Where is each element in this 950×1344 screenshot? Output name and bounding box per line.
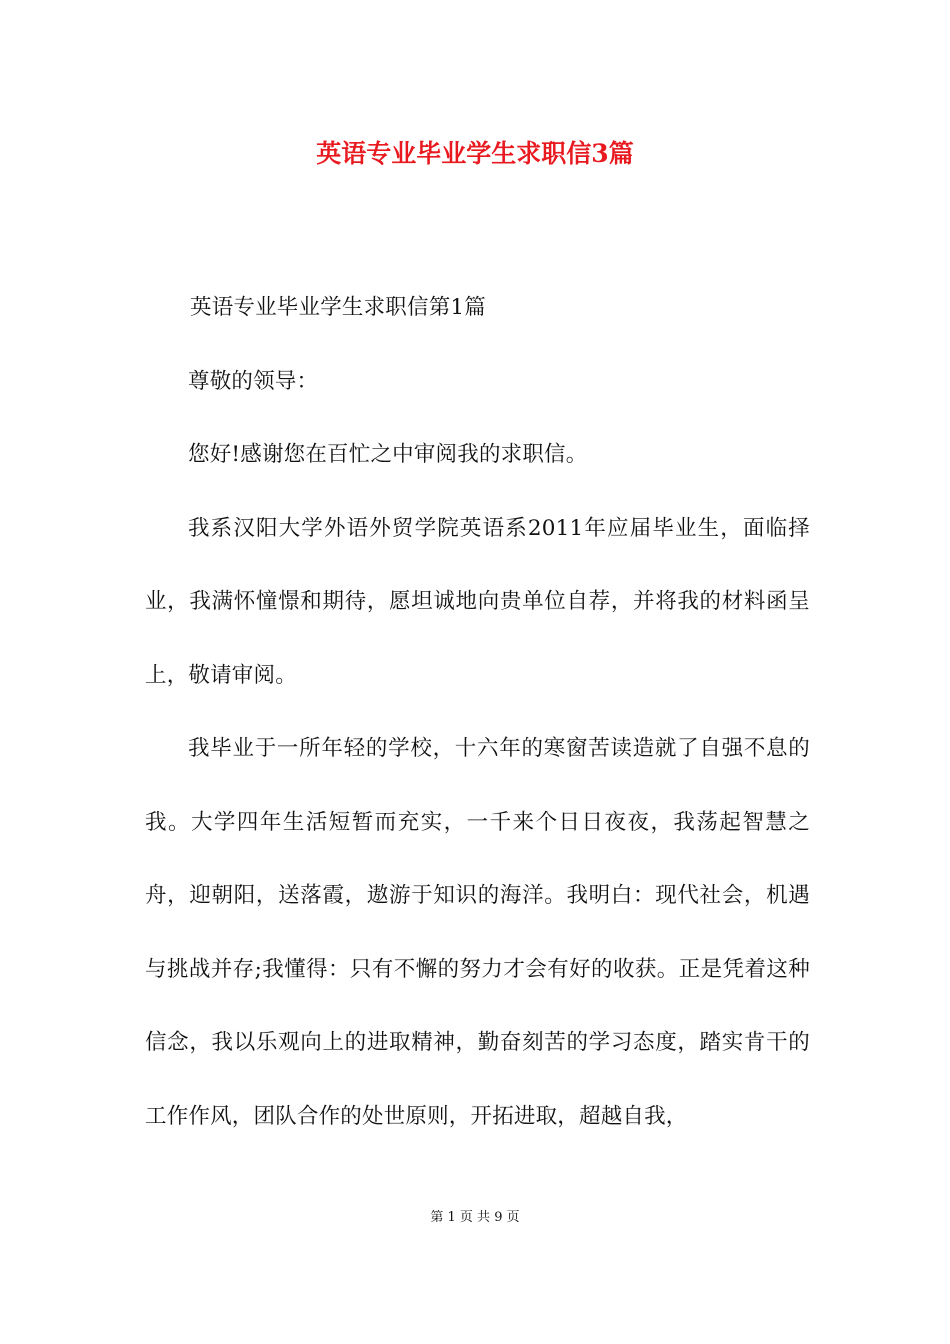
page-number-footer: 第 1 页 共 9 页 — [430, 1210, 520, 1225]
document-title: 英语专业毕业学生求职信3篇 — [316, 139, 634, 168]
salutation-paragraph: 尊敬的领导： — [188, 368, 319, 394]
background-paragraph: 我毕业于一所年轻的学校，十六年的寒窗苦读造就了自强不息的我。大学四年生活短暂而充实，一千来个日日夜夜，我荡起智慧之舟，迎朝阳，送落霞，遨游于知识的海洋。我明白：现代社会，机遇与挑战并存;我懂得：只有不懈的努力才会有好的收获。正是凭着这种信念，我以乐观向上的进取精神，勤奋刻苦的学习态度，踏实肯干的工作作风，团队合作的处世原则，开拓进取，超越自我， — [145, 736, 810, 1129]
section-heading: 英语专业毕业学生求职信第1篇 — [190, 295, 486, 320]
introduction-paragraph: 我系汉阳大学外语外贸学院英语系2011年应届毕业生，面临择业，我满怀憧憬和期待，愿坦诚地向贵单位自荐，并将我的材料函呈上，敬请审阅。 — [145, 515, 810, 688]
greeting-paragraph: 您好!感谢您在百忙之中审阅我的求职信。 — [188, 442, 588, 467]
document-body — [145, 271, 810, 1153]
